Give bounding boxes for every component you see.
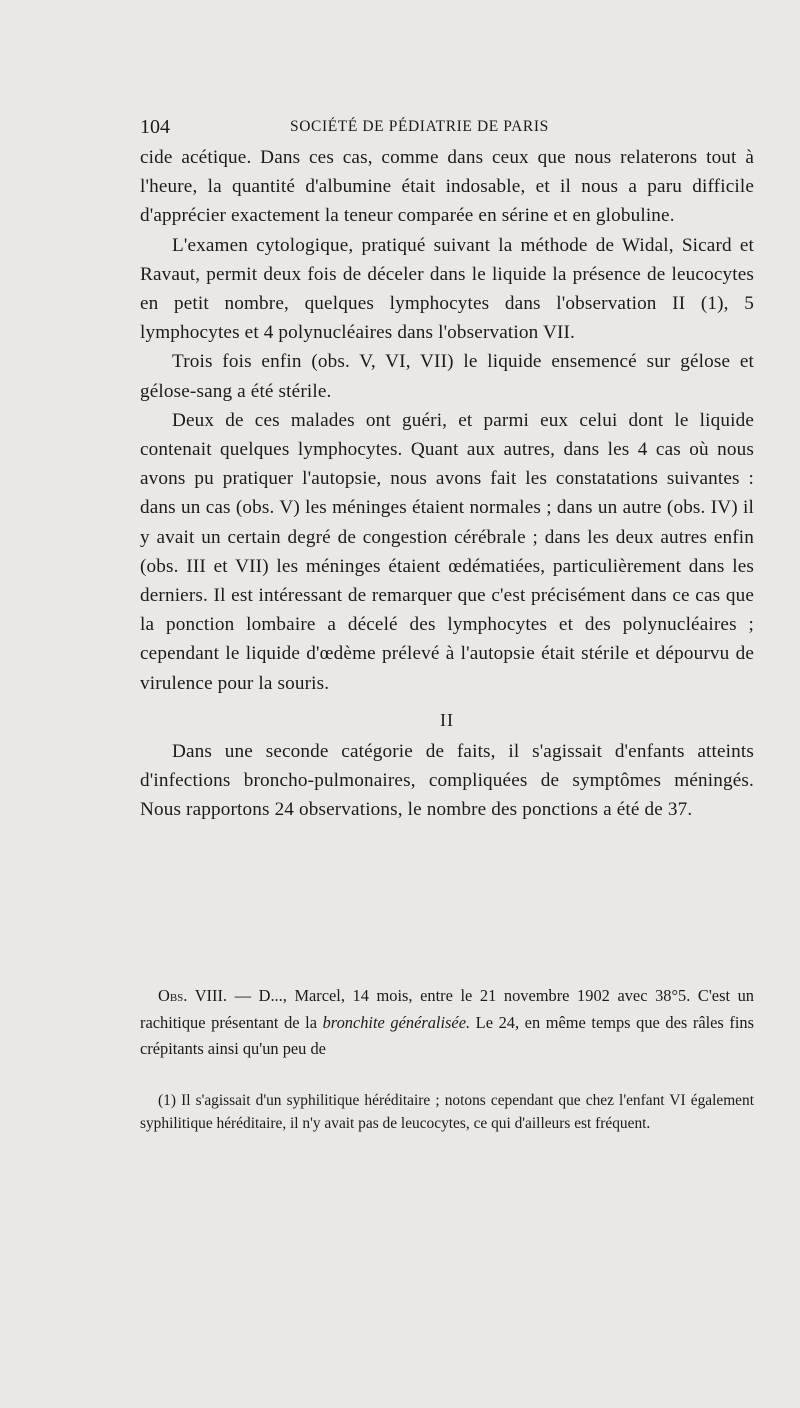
page-header xyxy=(140,116,752,144)
running-title: SOCIÉTÉ DE PÉDIATRIE DE PARIS xyxy=(290,118,549,135)
paragraph-5: Dans une seconde catégorie de faits, il s'agissait d'enfants atteints d'infections broncho-pulmonaires, compliquées de symptômes méningés. Nous rapportons 24 observations, le nombre des ponctions a été de 37. xyxy=(140,741,754,821)
page-number: 104 xyxy=(140,116,170,138)
body-text xyxy=(140,143,754,825)
observation-italic: bronchite généralisée. xyxy=(322,1012,471,1032)
observation-paragraph xyxy=(140,983,754,1063)
observation-text-2: Le 24, en même temps que des râles fins crépitants ainsi qu'un peu de xyxy=(140,1012,754,1058)
observation-label: Obs. VIII. xyxy=(158,986,228,1005)
paragraph-4: Deux de ces malades ont guéri, et parmi eux celui dont le liquide contenait quelques lymphocytes. Quant aux autres, dans les 4 cas où nous avons pu pratiquer l'autopsie, nous avons fait les constatations suivantes : dans un cas (obs. V) les méninges étaient normales ; dans un autre (obs. IV) il y avait un certain degré de congestion cérébrale ; dans les deux autres enfin (obs. III et VII) les méninges étaient œdématiées, particulièrement dans les derniers. Il est intéressant de remarquer que c'est précisément dans ce cas que la ponction lombaire a décelé des lymphocytes et des polynucléaires ; cependant le liquide d'œdème prélevé à l'autopsie était stérile et dépourvu de virulence pour la souris. xyxy=(140,409,754,694)
footnote: (1) Il s'agissait d'un syphilitique héréditaire ; notons cependant que chez l'enfant VI également syphilitique héréditaire, il n'y avait pas de leucocytes, ce qui d'ailleurs est fréquent. xyxy=(140,1092,754,1132)
paragraph-3: Trois fois enfin (obs. V, VI, VII) le liquide ensemencé sur gélose et gélose-sang a été stérile. xyxy=(140,351,754,402)
paragraph-1: cide acétique. Dans ces cas, comme dans ceux que nous relaterons tout à l'heure, la quantité d'albumine était indosable, et il nous a paru difficile d'apprécier exactement la teneur comparée en sérine et en globuline. xyxy=(140,147,754,227)
paragraph-2: L'examen cytologique, pratiqué suivant la méthode de Widal, Sicard et Ravaut, permit deux fois de déceler dans le liquide la présence de leucocytes en petit nombre, quelques lymphocytes dans l'observation II (1), 5 lymphocytes et 4 polynucléaires dans l'observation VII. xyxy=(140,234,754,344)
section-heading: II xyxy=(440,709,454,730)
observation-text-1: — D..., Marcel, 14 mois, entre le 21 novembre 1902 avec 38°5. C'est un rachitique présentant de la xyxy=(140,986,755,1032)
